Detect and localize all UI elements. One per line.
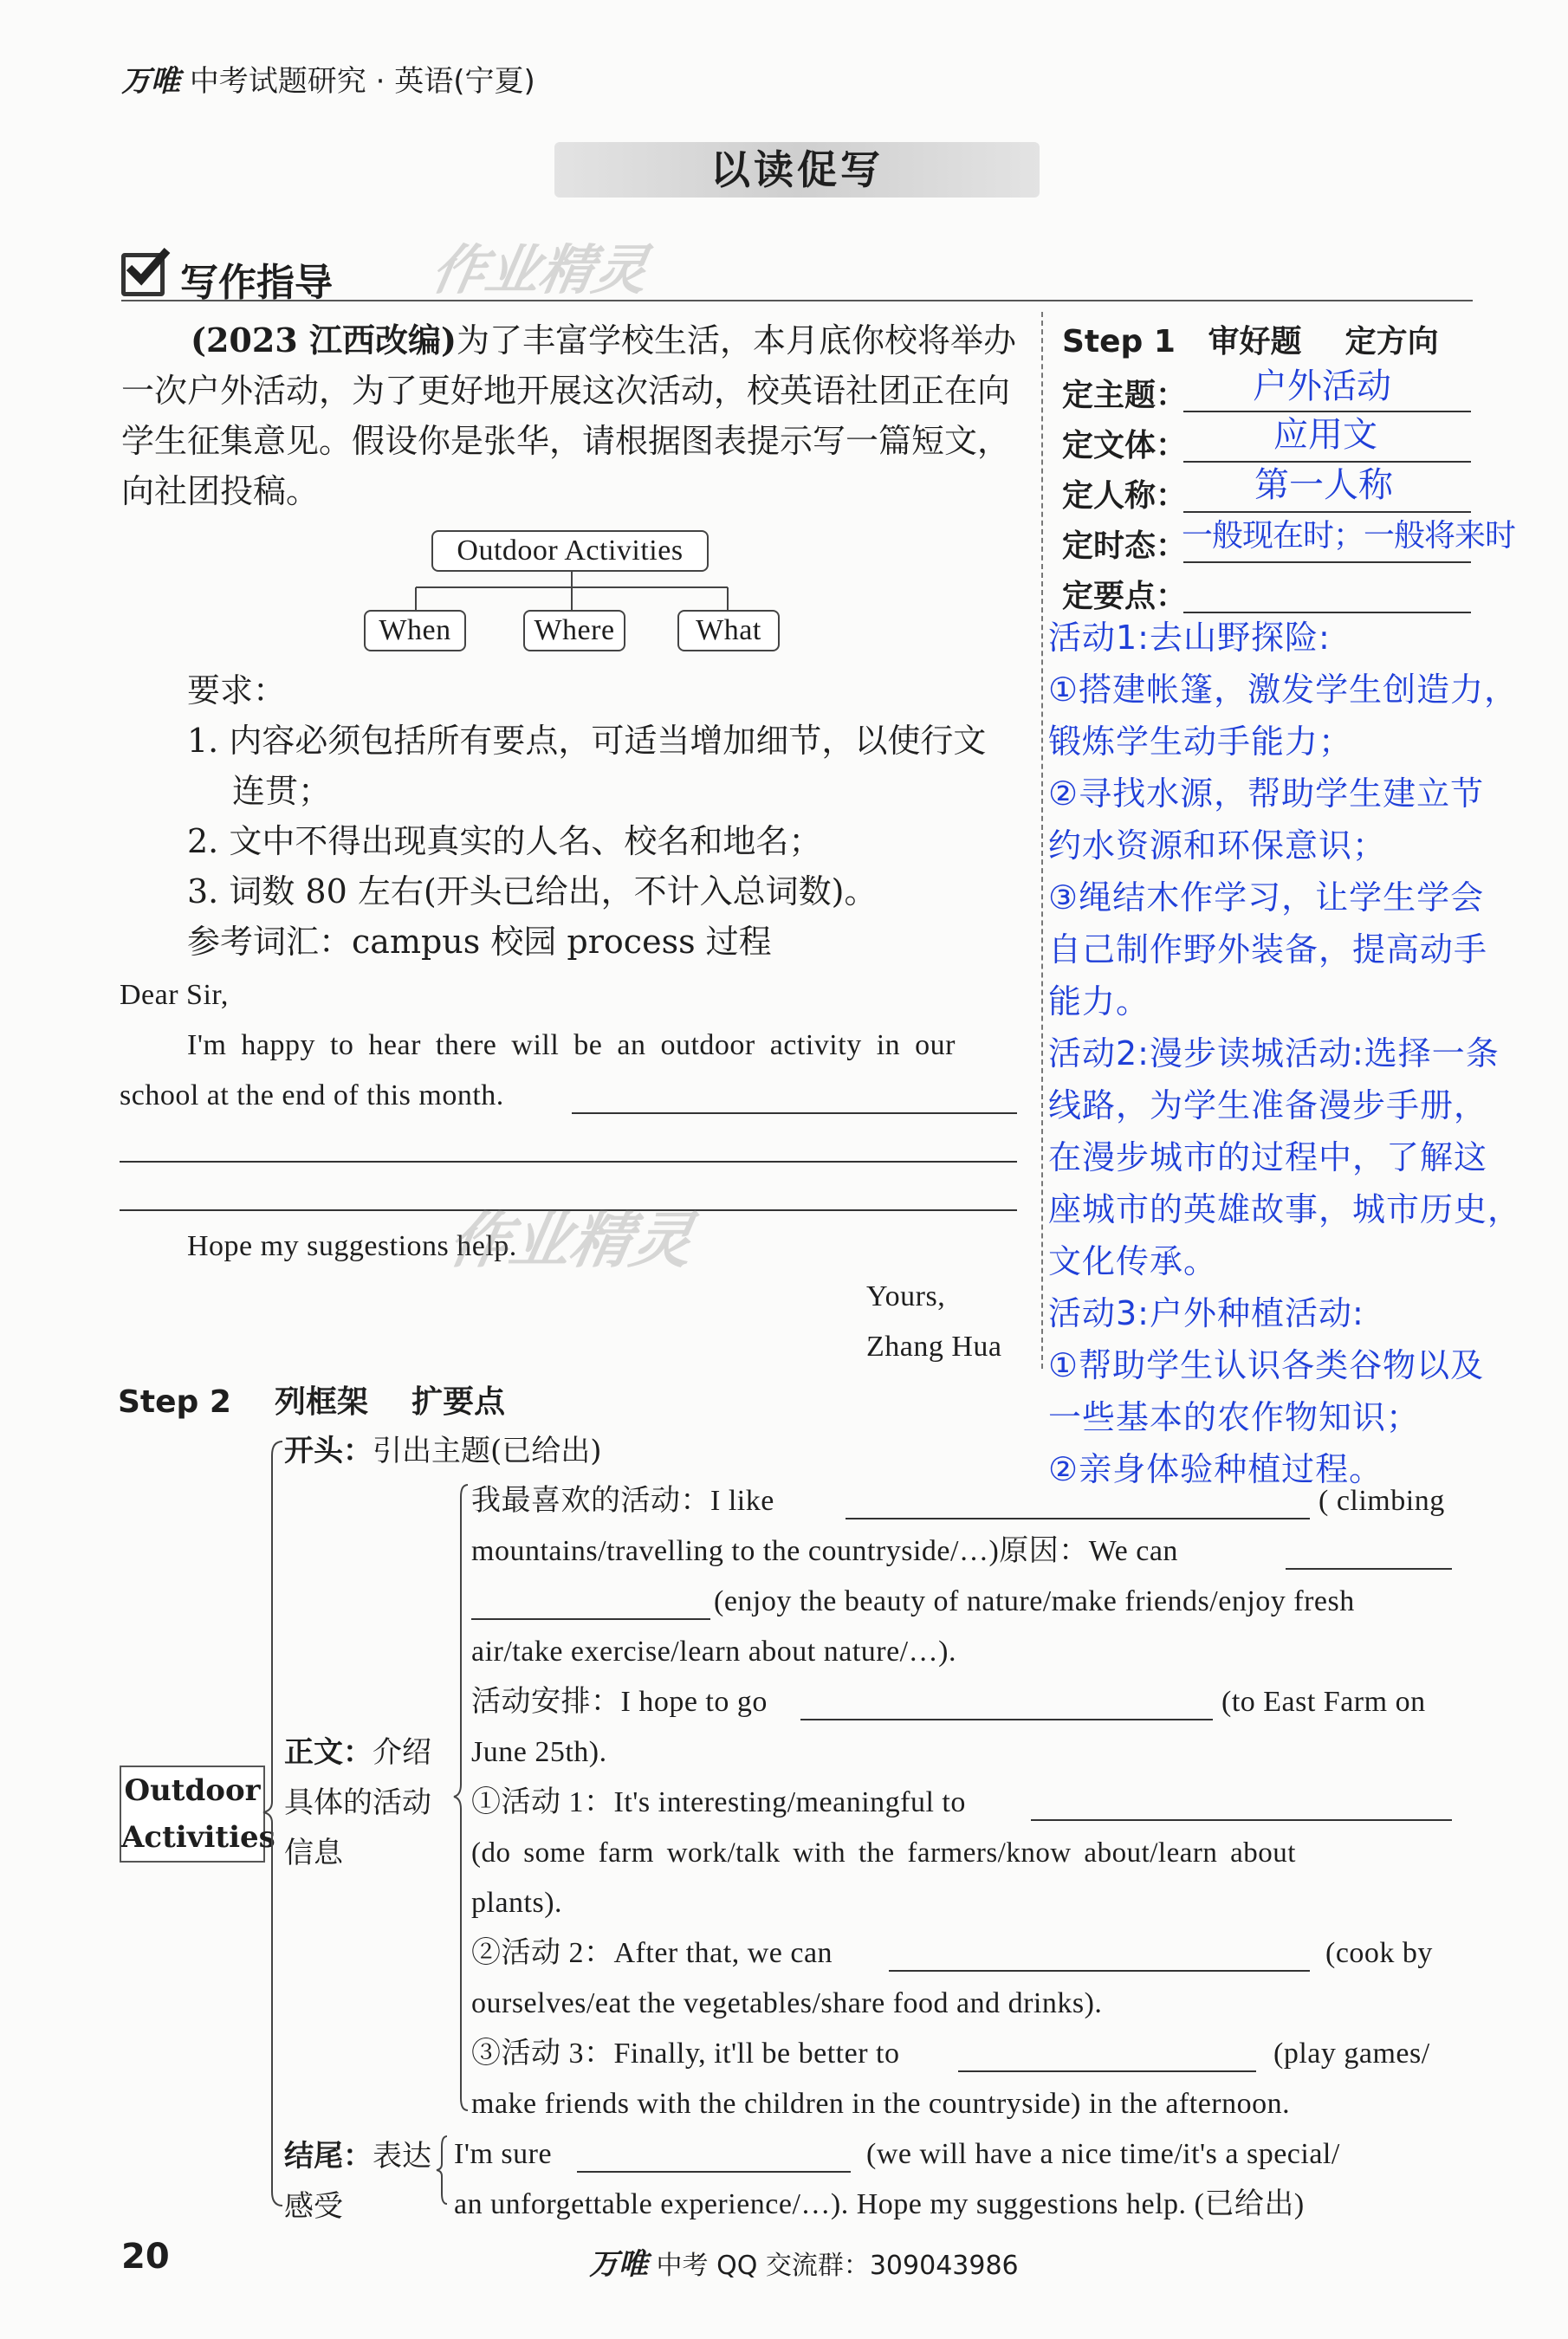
note-line: 能力。 [1048, 982, 1150, 1020]
s2-blank-7[interactable] [958, 2070, 1256, 2072]
note-line: 活动1:去山野探险: [1048, 619, 1331, 657]
note-line: ③绳结木作学习，让学生学会 [1048, 878, 1485, 917]
requirements-title: 要求： [187, 671, 287, 709]
s2-blank-6[interactable] [889, 1970, 1310, 1972]
letter-name: Zhang Hua [866, 1331, 1002, 1363]
note-line: ②亲身体验种植过程。 [1048, 1450, 1383, 1488]
header [121, 57, 535, 100]
column-divider [1041, 312, 1043, 1369]
section-title-banner [554, 142, 1040, 198]
s2-line-1: 我最喜欢的活动：I like [471, 1485, 774, 1517]
step2-title: Step 2 列框架 扩要点 [118, 1384, 506, 1420]
s2-blank-1[interactable] [846, 1518, 1310, 1519]
s2-line-8: June 25th). [471, 1736, 607, 1768]
center-word-1: Outdoor [124, 1773, 261, 1808]
note-line: 自己制作野外装备，提高动手 [1048, 930, 1488, 969]
s2-line-6: 活动安排：I hope to go [471, 1686, 768, 1718]
s2-line-18: I'm sure [454, 2138, 553, 2170]
letter-closing: Hope my suggestions help. [187, 1230, 517, 1262]
body-label-bold: 正文： [284, 1735, 373, 1770]
s2-blank-2[interactable] [1286, 1568, 1452, 1570]
body-label-rest: 介绍 [373, 1735, 431, 1770]
s2-line-14: ourselves/eat the vegetables/share food and drinks). [471, 1987, 1103, 2019]
opening-label-bold: 开头： [284, 1434, 373, 1468]
s2-line-10: (do some farm work/talk with the farmers/know about/learn about [471, 1837, 1296, 1869]
diagram-node-when: When [364, 610, 466, 651]
s2-line-12: ②活动 2：After that, we can [471, 1937, 833, 1969]
letter-signoff: Yours, [866, 1280, 946, 1312]
prompt-line-2: 一次户外活动，为了更好地开展这次活动，校英语社团正在向 [121, 372, 1011, 410]
ending-label-bold: 结尾： [284, 2139, 373, 2174]
note-line: 座城市的英雄故事，城市历史， [1048, 1190, 1522, 1228]
s2-line-9: ①活动 1：It's interesting/meaningful to [471, 1786, 966, 1818]
note-line: ①帮助学生认识各类谷物以及 [1048, 1346, 1485, 1384]
step1-answer-tense: 一般现在时；一般将来时 [1182, 518, 1516, 554]
s2-line-13: (cook by [1325, 1937, 1433, 1969]
requirement-2: 2. 文中不得出现真实的人名、校名和地名； [187, 822, 822, 860]
s2-line-15: ③活动 3：Finally, it'll be better to [471, 2038, 900, 2070]
diagram-root: Outdoor Activities [431, 530, 709, 572]
step1-label-genre: 定文体： [1062, 428, 1188, 463]
diagram-node-where: Where [523, 610, 625, 651]
requirement-3: 3. 词数 80 左右(开头已给出，不计入总词数)。 [187, 872, 878, 910]
ending-label-rest: 表达 [373, 2139, 431, 2174]
step1-label-topic: 定主题： [1062, 378, 1188, 413]
note-line: 一些基本的农作物知识； [1048, 1398, 1421, 1436]
step1-line-tense[interactable] [1183, 561, 1471, 563]
letter-opening-2: school at the end of this month. [120, 1079, 504, 1111]
step1-label-person: 定人称： [1062, 478, 1188, 514]
reference-vocab: 参考词汇：campus 校园 process 过程 [187, 923, 772, 961]
note-line: ②寻找水源，帮助学生建立节 [1048, 774, 1485, 813]
step1-label-points: 定要点： [1062, 579, 1188, 614]
opening-text: 引出主题(已给出) [373, 1434, 602, 1468]
s2-blank-5[interactable] [1031, 1819, 1452, 1821]
s2-blank-4[interactable] [800, 1719, 1213, 1720]
note-line: 文化传承。 [1048, 1242, 1218, 1280]
prompt-source: (2023 江西改编) [191, 321, 457, 360]
s2-line-2: ( climbing [1319, 1485, 1445, 1517]
step2-center-box [120, 1766, 275, 1863]
body-label-2: 具体的活动 [284, 1785, 431, 1820]
check-icon [121, 253, 165, 296]
answer-line-2[interactable] [120, 1161, 1017, 1163]
brand-logo: 万唯 [121, 64, 180, 99]
step1-answer-genre: 应用文 [1273, 415, 1377, 455]
watermark-2: 作业精灵 [443, 1205, 699, 1276]
main-brace [260, 1438, 286, 2209]
guide-title: 写作指导 [180, 261, 333, 305]
note-line: 在漫步城市的过程中，了解这 [1048, 1138, 1488, 1176]
page-number: 20 [121, 2237, 170, 2277]
note-line: 约水资源和环保意识； [1048, 826, 1387, 865]
section-title: 以读促写 [710, 146, 884, 193]
s2-line-19: (we will have a nice time/it's a special/ [866, 2138, 1340, 2170]
note-line: 活动3:户外种植活动: [1048, 1294, 1364, 1332]
footer-brand: 万唯 [589, 2247, 648, 2282]
body-label-3: 信息 [284, 1836, 343, 1870]
watermark: 作业精灵 [426, 238, 653, 301]
diagram-node-what: What [677, 610, 780, 651]
footer-text [589, 2240, 1019, 2283]
step1-notes [1048, 612, 1568, 1495]
step1-label-tense: 定时态： [1062, 528, 1188, 564]
s2-blank-8[interactable] [577, 2171, 851, 2173]
step1-title: Step 1 审好题 定方向 [1062, 324, 1439, 360]
s2-line-4: (enjoy the beauty of nature/make friends/enjoy fresh [714, 1585, 1355, 1617]
s2-line-20: an unforgettable experience/…). Hope my suggestions help. (已给出) [454, 2188, 1305, 2220]
opening-label [284, 1426, 602, 1476]
s2-line-5: air/take exercise/learn about nature/…). [471, 1636, 956, 1668]
note-line: 锻炼学生动手能力； [1048, 722, 1353, 761]
s2-blank-3[interactable] [471, 1618, 710, 1620]
body-brace [452, 1481, 471, 2114]
prompt-line-4: 向社团投稿。 [121, 472, 320, 510]
letter-greeting: Dear Sir, [120, 979, 229, 1011]
body-label [284, 1727, 431, 1878]
s2-line-17: make friends with the children in the countryside) in the afternoon. [471, 2088, 1291, 2120]
guide-rule [121, 300, 1473, 301]
prompt-line-1: 为了丰富学校生活，本月底你校将举办 [456, 321, 1016, 360]
book-title: 中考试题研究 · 英语(宁夏) [189, 64, 535, 99]
prompt [121, 315, 1022, 516]
requirements [121, 665, 1040, 967]
diagram-connectors [364, 572, 780, 610]
ending-label-2: 感受 [284, 2189, 343, 2224]
step1-answer-person: 第一人称 [1254, 465, 1393, 505]
letter-opening-1: I'm happy to hear there will be an outdoor activity in our [187, 1029, 956, 1061]
answer-line-1[interactable] [572, 1112, 1017, 1114]
prompt-line-3: 学生征集意见。假设你是张华，请根据图表提示写一篇短文， [121, 422, 1011, 460]
requirement-1: 1. 内容必须包括所有要点，可适当增加细节，以使行文 [187, 722, 987, 760]
s2-line-7: (to East Farm on [1221, 1686, 1426, 1718]
footer-qq: 中考 QQ 交流群：309043986 [656, 2251, 1019, 2281]
step1-answer-topic: 户外活动 [1253, 366, 1391, 406]
requirement-1-cont: 连贯； [232, 772, 332, 810]
center-word-2: Activities [121, 1820, 275, 1855]
note-line: ①搭建帐篷，激发学生创造力， [1048, 671, 1519, 709]
ending-brace [435, 2133, 450, 2207]
ending-label [284, 2131, 431, 2232]
s2-line-11: plants). [471, 1887, 563, 1919]
s2-line-16: (play games/ [1273, 2038, 1430, 2070]
note-line: 线路，为学生准备漫步手册， [1048, 1086, 1488, 1124]
s2-line-3: mountains/travelling to the countryside/…)原因：We can [471, 1535, 1178, 1567]
note-line: 活动2:漫步读城活动:选择一条 [1048, 1034, 1500, 1072]
